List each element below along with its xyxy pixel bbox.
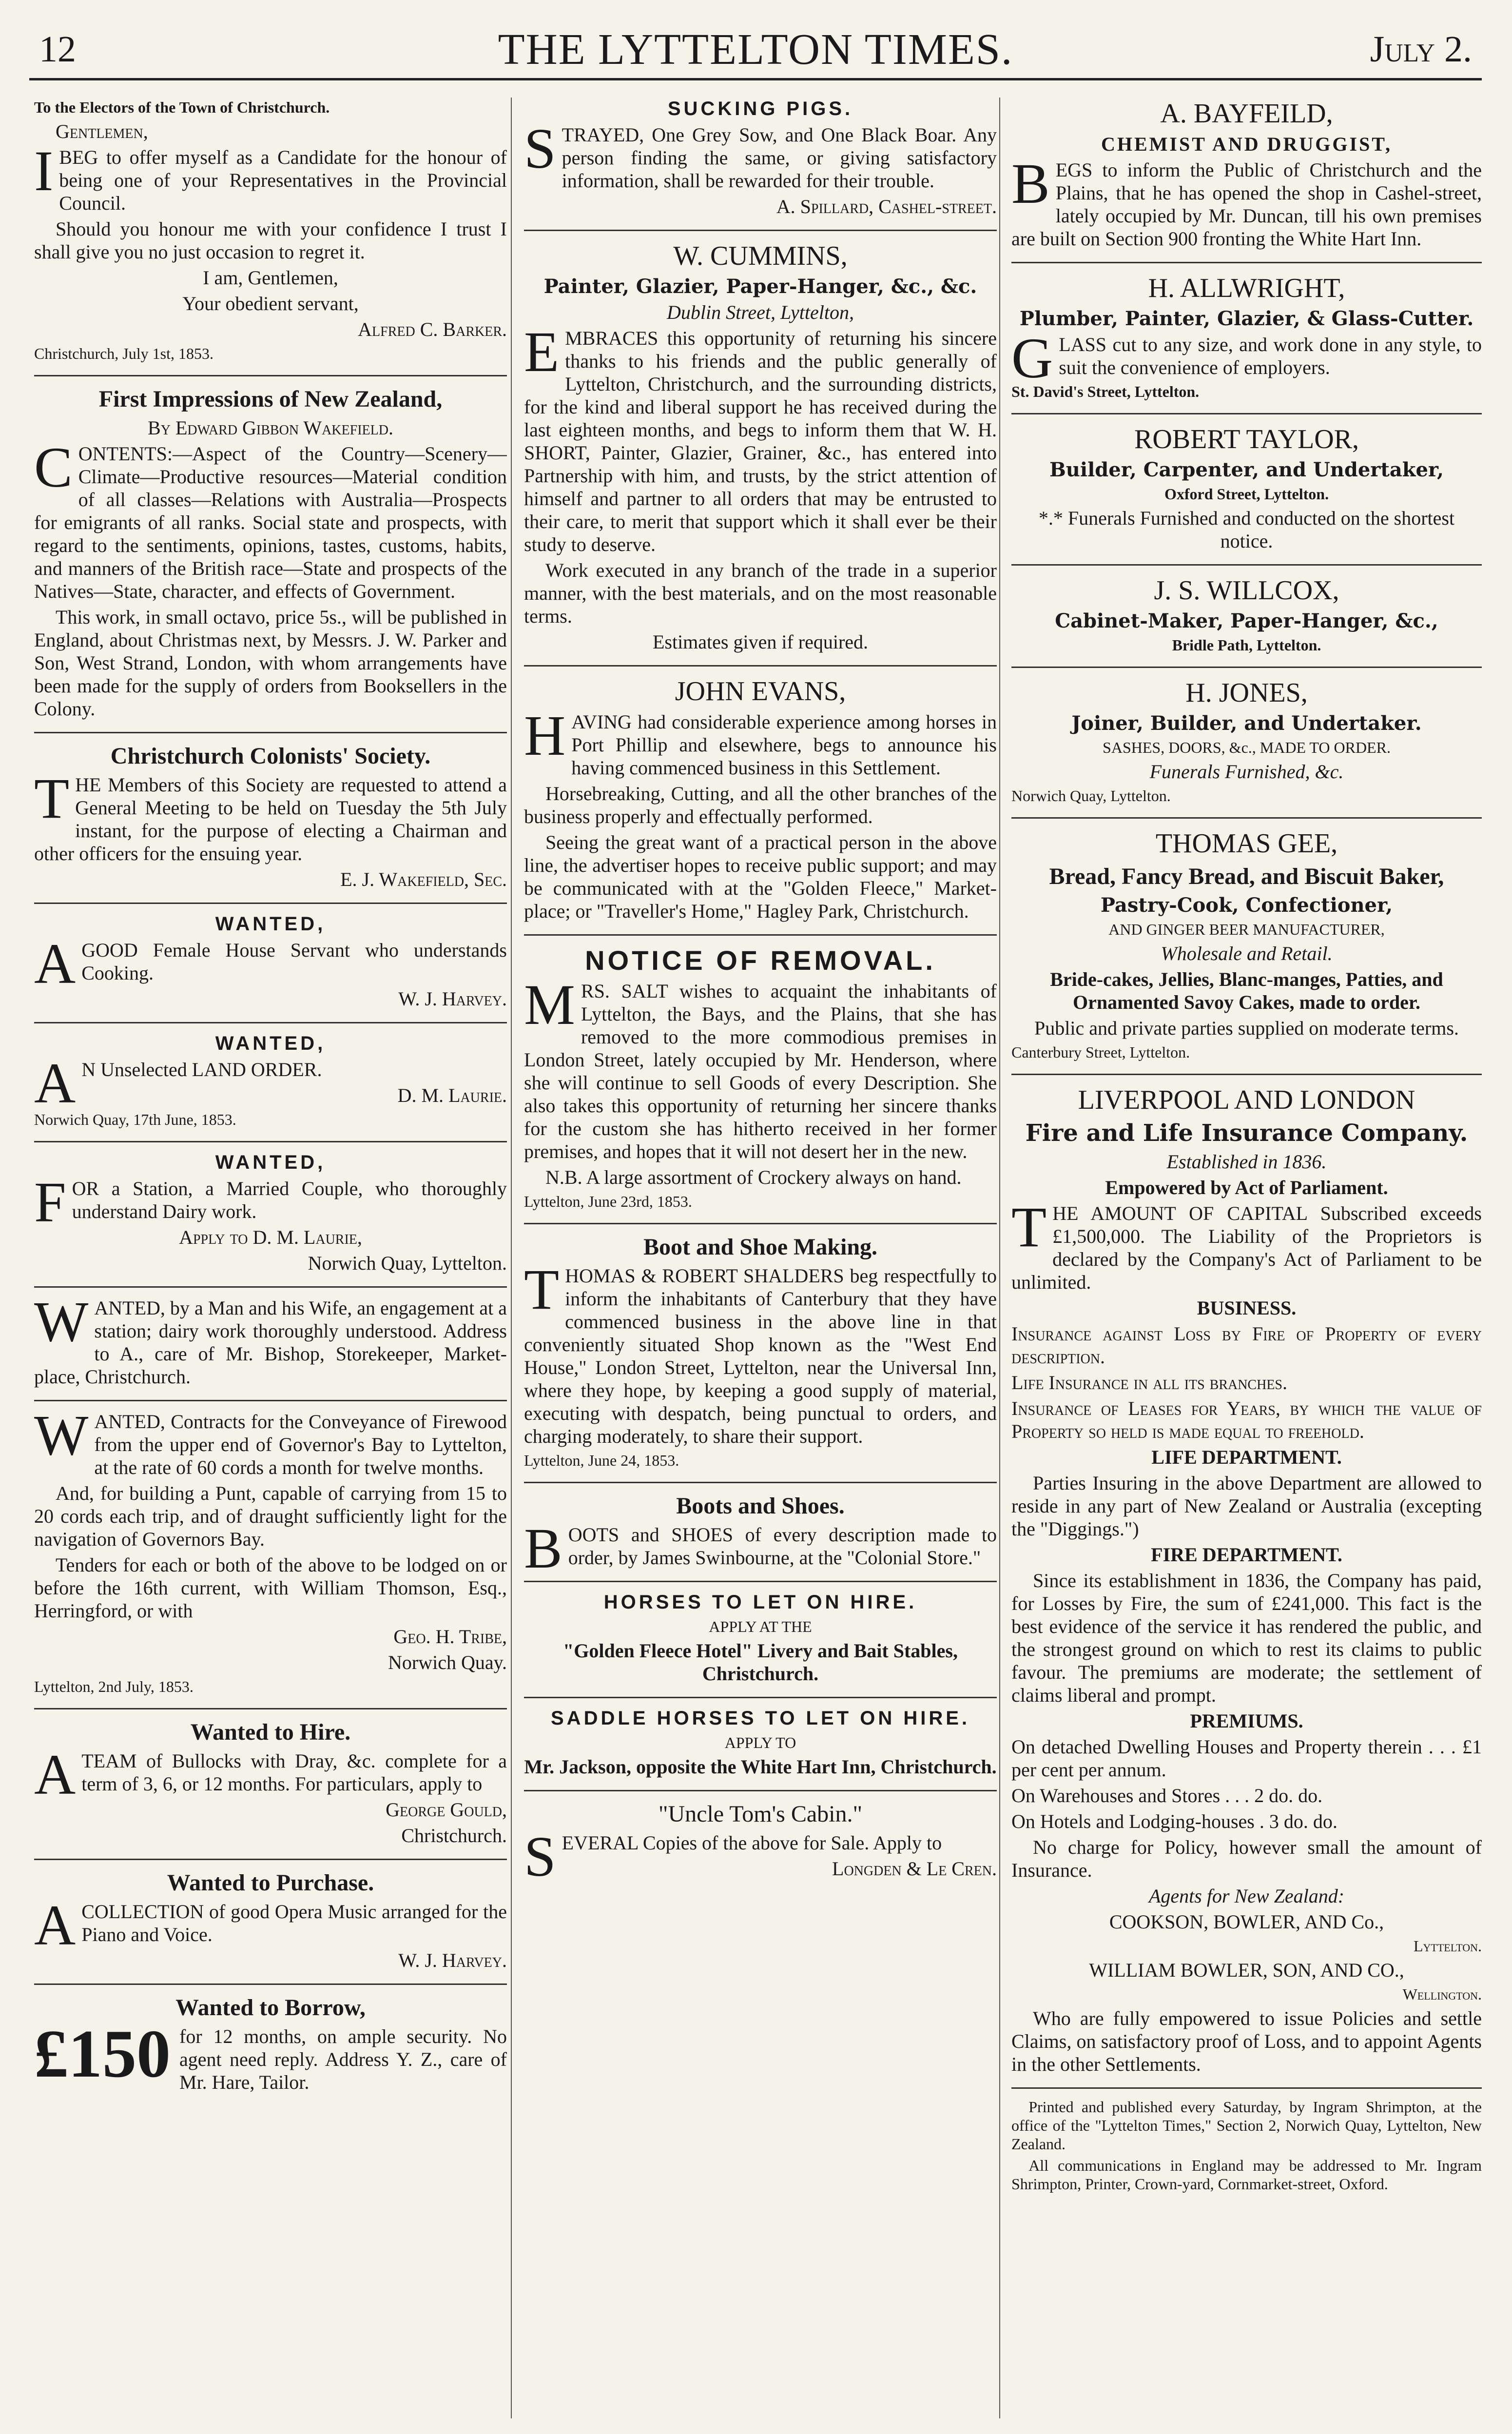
ad-wanted-couple: [34, 1151, 507, 1288]
drop-cap: F: [34, 1170, 66, 1234]
drop-cap: A: [34, 1743, 76, 1806]
apply-line: Apply to D. M. Laurie,: [179, 1226, 362, 1248]
ad-body: N Unselected LAND ORDER.: [81, 1059, 322, 1080]
subtitle: CHEMIST AND DRUGGIST,: [1101, 133, 1393, 155]
ad-body: OOTS and SHOES of every description made to order, by James Swinbourne, at the "Colonial Store.": [568, 1524, 997, 1569]
section-heading: BUSINESS.: [1197, 1297, 1297, 1319]
ad-cummins: [524, 240, 997, 667]
agent-name: COOKSON, BOWLER, AND Co.,: [1109, 1911, 1384, 1933]
ad-taylor: [1011, 423, 1482, 566]
ad-body: *.* Funerals Furnished and conducted on the shortest notice.: [1038, 507, 1455, 552]
ad-body: OR a Station, a Married Couple, who thoroughly understand Dairy work.: [72, 1178, 507, 1222]
ad-body: Since its establishment in 1836, the Company has paid, for Losses by Fire, the sum of £241,000. This fact is the best evidence of the service it has rendered the public, and the strongest ground on which to rest its claims to public favour. The premiums are moderate; the settlement of claims liberal and prompt.: [1011, 1570, 1482, 1706]
ad-title: SADDLE HORSES TO LET ON HIRE.: [551, 1708, 970, 1729]
list-item: Insurance of Leases for Years, by which the value of Property so held is made equal to freehold.: [1011, 1397, 1482, 1442]
ad-title: Boot and Shoe Making.: [643, 1234, 878, 1260]
ad-wanted-hire: [34, 1718, 507, 1860]
signature: Geo. H. Tribe,: [393, 1626, 507, 1648]
ad-wanted-land-order: [34, 1032, 507, 1142]
ad-wanted-contracts: [34, 1403, 507, 1709]
drop-cap: C: [34, 435, 73, 499]
signature: Christchurch.: [401, 1825, 507, 1846]
drop-cap: B: [1011, 152, 1050, 216]
apply-line: APPLY AT THE: [709, 1618, 812, 1635]
signature: Longden & Le Cren.: [832, 1858, 997, 1880]
ad-horses-to-let: [524, 1591, 997, 1698]
ad-boots-and-shoes: [524, 1492, 997, 1582]
drop-cap: S: [524, 117, 556, 180]
dateline: Christchurch, July 1st, 1853.: [34, 345, 213, 362]
ad-title: Christchurch Colonists' Society.: [110, 743, 431, 769]
ad-body: Who are fully empowered to issue Policies and settle Claims, on satisfactory proof of Loss, and to appoint Agents in the other Settlements.: [1011, 2007, 1482, 2075]
column-1: [34, 98, 507, 2418]
address: Canterbury Street, Lyttelton.: [1011, 1043, 1190, 1061]
ad-shalders: [524, 1233, 997, 1483]
agent-town: Wellington.: [1402, 1985, 1482, 2003]
dateline: Lyttelton, June 24, 1853.: [524, 1452, 679, 1469]
ad-body: HE Members of this Society are requested to attend a General Meeting to be held on Tuesday the 5th July instant, for the purpose of electing a Chairman and other officers for the ensuing year.: [34, 774, 507, 864]
ad-body: for 12 months, on ample security. No agent need reply. Address Y. Z., care of Mr. Hare, Tailor.: [179, 2025, 507, 2093]
ad-title: A. BAYFEILD,: [1160, 98, 1333, 129]
ad-body: HE AMOUNT OF CAPITAL Subscribed exceeds £1,500,000. The Liability of the Proprietors is declared by the Company's Act of Parliament to be unlimited.: [1011, 1202, 1482, 1293]
drop-cap: A: [34, 932, 76, 996]
address: Norwich Quay, Lyttelton.: [1011, 787, 1171, 805]
signature: W. J. Harvey.: [398, 1949, 507, 1971]
ad-impressions: [34, 385, 507, 733]
closing: Your obedient servant,: [182, 293, 359, 314]
ad-title: WANTED,: [215, 1152, 326, 1173]
ad-body: Funerals Furnished, &c.: [1149, 761, 1344, 783]
address: St. David's Street, Lyttelton.: [1011, 383, 1200, 400]
ad-body: Work executed in any branch of the trade in a superior manner, with the best materials, and on the most reasonable terms.: [524, 559, 997, 627]
signature: A. Spillard, Cashel-street.: [776, 196, 997, 217]
drop-cap: W: [34, 1403, 89, 1467]
ad-body: COLLECTION of good Opera Music arranged for the Piano and Voice.: [81, 1901, 507, 1945]
column-2: [524, 98, 997, 2418]
ad-title: J. S. WILLCOX,: [1154, 575, 1339, 606]
drop-cap: W: [34, 1290, 89, 1354]
ad-body: And, for building a Punt, capable of carrying from 15 to 20 cords each trip, and of draught sufficiently light for the navigation of Governors Bay.: [34, 1482, 507, 1550]
ad-body: No charge for Policy, however small the amount of Insurance.: [1011, 1836, 1482, 1881]
ad-body: Public and private parties supplied on moderate terms.: [1034, 1017, 1459, 1039]
ad-title: ROBERT TAYLOR,: [1134, 424, 1359, 454]
ad-title: Wanted to Purchase.: [167, 1870, 374, 1896]
apply-line: APPLY TO: [724, 1734, 796, 1751]
drop-cap: G: [1011, 326, 1053, 390]
address: Oxford Street, Lyttelton.: [1164, 485, 1329, 503]
signature: Norwich Quay.: [388, 1651, 507, 1673]
ad-body: RS. SALT wishes to acquaint the inhabitants of Lyttelton, the Bays, and the Plains, that she has removed to the more commodious premises in London Street, lately occupied by Mr. Henderson, where she will continue to sell Goods of every Description. She also takes this opportunity of returning her sincere thanks for the custom she has hitherto received in her former premises, and hopes that it will not desert her in the new.: [524, 980, 997, 1162]
imprint-text: All communications in England may be addressed to Mr. Ingram Shrimpton, Printer, Crown-yard, Cornmarket-street, Oxford.: [1011, 2157, 1482, 2193]
ad-body: TRAYED, One Grey Sow, and One Black Boar. Any person finding the same, or giving satisfactory information, shall be rewarded for their trouble.: [562, 124, 997, 192]
ad-body: Estimates given if required.: [652, 631, 869, 653]
signature: W. J. Harvey.: [398, 988, 507, 1010]
drop-cap: T: [34, 766, 70, 830]
address: Dublin Street, Lyttelton,: [667, 301, 854, 323]
drop-cap: I: [34, 139, 54, 203]
ad-body: N.B. A large assortment of Crockery always on hand.: [545, 1166, 962, 1188]
signature: E. J. Wakefield, Sec.: [340, 868, 507, 890]
ad-wanted-borrow: [34, 1994, 507, 2105]
ad-body: AVING had considerable experience among horses in Port Phillip and elsewhere, begs to announce his having commenced business in this Settlement.: [571, 711, 997, 779]
drop-cap: E: [524, 320, 560, 384]
ad-body: Should you honour me with your confidence I trust I shall give you no just occasion to regret it.: [34, 218, 507, 263]
list-item: Life Insurance in all its branches.: [1011, 1372, 1288, 1394]
ad-title: Wanted to Borrow,: [175, 1995, 366, 2021]
column-3: [1011, 98, 1482, 2418]
ad-body: ONTENTS:—Aspect of the Country—Scenery—Climate—Productive resources—Material condition of all classes—Relations with Australia—Prospects for emigrants of all ranks. Social state and prospects, with regard to the sentiments, opinions, tastes, customs, habits, and manners of the British race—State and prospects of the Natives—State, character, and effects of Government.: [34, 443, 507, 602]
ad-title: NOTICE OF REMOVAL.: [585, 945, 936, 976]
signature: Alfred C. Barker.: [358, 318, 507, 340]
ad-jones: [1011, 677, 1482, 819]
ad-body: Seeing the great want of a practical person in the above line, the advertiser hopes to receive public support; and may be communicated with at the "Golden Fleece," Market-place; or "Traveller's Home," Hagley Park, Christchurch.: [524, 831, 997, 922]
agent-town: Lyttelton.: [1414, 1937, 1482, 1955]
dateline: Lyttelton, 2nd July, 1853.: [34, 1678, 194, 1695]
premium-row: On Hotels and Lodging-houses . 3 do. do.: [1011, 1810, 1338, 1832]
drop-cap: M: [524, 973, 575, 1037]
ad-body: GOOD Female House Servant who understands Cooking.: [81, 939, 507, 984]
section-heading: PREMIUMS.: [1190, 1710, 1303, 1732]
ad-john-evans: [524, 675, 997, 936]
ad-title: Wanted to Hire.: [190, 1719, 351, 1745]
ad-title: First Impressions of New Zealand,: [98, 386, 443, 412]
ad-title: LIVERPOOL AND LONDON: [1078, 1085, 1415, 1115]
drop-cap: T: [1011, 1195, 1047, 1259]
trades: Pastry-Cook, Confectioner,: [1100, 894, 1393, 917]
ad-body: Mr. Jackson, opposite the White Hart Inn, Christchurch.: [524, 1756, 997, 1778]
amount: £150: [34, 2016, 171, 2092]
ad-body: Bride-cakes, Jellies, Blanc-manges, Patties, and Ornamented Savoy Cakes, made to order.: [1050, 968, 1443, 1013]
dateline: Lyttelton, June 23rd, 1853.: [524, 1193, 692, 1210]
masthead: [29, 20, 1482, 80]
dateline: Norwich Quay, 17th June, 1853.: [34, 1111, 236, 1128]
ad-body: Wholesale and Retail.: [1161, 942, 1333, 964]
subtitle: Bread, Fancy Bread, and Biscuit Baker,: [1049, 864, 1444, 889]
imprint-text: Printed and published every Saturday, by Ingram Shrimpton, at the office of the "Lyttelton Times," Section 2, Norwich Quay, Lyttelton, New Zealand.: [1011, 2098, 1482, 2153]
ad-body: ANTED, Contracts for the Conveyance of Firewood from the upper end of Governor's Bay to Lyttelton, at the rate of 60 cords a month for twelve months.: [94, 1411, 507, 1478]
closing: I am, Gentlemen,: [203, 267, 338, 289]
agents-heading: Agents for New Zealand:: [1148, 1885, 1345, 1907]
drop-cap: T: [524, 1257, 560, 1321]
ad-colonists-society: [34, 742, 507, 904]
ad-title: Boots and Shoes.: [676, 1493, 845, 1519]
ad-uncle-toms-cabin: [524, 1800, 997, 1892]
ad-title: To the Electors of the Town of Christchurch.: [34, 98, 330, 116]
ad-thomas-gee: [1011, 827, 1482, 1075]
ad-body: HOMAS & ROBERT SHALDERS beg respectfully to inform the inhabitants of Canterbury that they have commenced business in the above line in that conveniently situated Shop known as the "West End House," London Street, Lyttelton, near the Universal Inn, where they hope, by keeping a good supply of material, executing with despatch, being punctual to orders, and charging moderately, to share their support.: [524, 1265, 997, 1447]
ad-title: WANTED,: [215, 913, 326, 935]
established: Established in 1836.: [1166, 1151, 1327, 1173]
ad-allwright: [1011, 272, 1482, 414]
trades: Cabinet-Maker, Paper-Hanger, &c.,: [1055, 609, 1438, 632]
ad-title: THOMAS GEE,: [1155, 828, 1338, 859]
ad-title: SUCKING PIGS.: [667, 98, 853, 119]
salutation: Gentlemen,: [56, 120, 148, 142]
byline: By Edward Gibbon Wakefield.: [148, 417, 393, 439]
address: Norwich Quay, Lyttelton.: [308, 1252, 507, 1274]
issue-date: July 2.: [1370, 29, 1472, 70]
ad-body: LASS cut to any size, and work done in any style, to suit the convenience of employers.: [1059, 334, 1482, 378]
ad-wanted-servant: [34, 913, 507, 1023]
trades: Joiner, Builder, and Undertaker.: [1071, 712, 1422, 735]
drop-cap: A: [34, 1051, 76, 1115]
ad-body: BEG to offer myself as a Candidate for the honour of being one of your Representatives in the Provincial Council.: [59, 146, 507, 214]
column-rule: [999, 98, 1000, 2418]
ad-willcox: [1011, 574, 1482, 668]
ad-body: SASHES, DOORS, &c., MADE TO ORDER.: [1103, 739, 1391, 756]
drop-cap: H: [524, 704, 566, 767]
ad-bayfeild: [1011, 98, 1482, 263]
ad-wanted-engagement: [34, 1290, 507, 1401]
ad-sucking-pigs: [524, 98, 997, 231]
ad-body: MBRACES this opportunity of returning his sincere thanks to his friends and the public generally of Lyttelton, Christchurch, and the surrounding districts, for the kind and liberal support he has received during the last eighteen months, and begs to inform them that W. H. SHORT, Painter, Glazier, Grainer, &c., has entered into Partnership with him, and trusts, by the strict attention of himself and partner to all orders that may be entrusted to their care, to merit that support which it shall ever be their study to deserve.: [524, 327, 997, 555]
ad-body: "Golden Fleece Hotel" Livery and Bait Stables, Christchurch.: [563, 1640, 958, 1685]
trades: Painter, Glazier, Paper-Hanger, &c., &c.: [543, 275, 977, 298]
drop-cap: S: [524, 1825, 556, 1888]
agent-name: WILLIAM BOWLER, SON, AND CO.,: [1089, 1959, 1404, 1981]
ad-body: This work, in small octavo, price 5s., will be published in England, about Christmas next, by Messrs. J. W. Parker and Son, West Strand, London, with whom arrangements have been made for the supply of orders from Booksellers in the Colony.: [34, 606, 507, 720]
ad-body: ANTED, by a Man and his Wife, an engagement at a station; dairy work thoroughly understood. Address to A., care of Mr. Bishop, Storekeeper, Market-place, Christchurch.: [34, 1297, 507, 1388]
ad-title: HORSES TO LET ON HIRE.: [603, 1591, 917, 1613]
ad-body: EGS to inform the Public of Christchurch and the Plains, that he has opened the shop in Cashel-street, lately occupied by Mr. Duncan, till his own premises are built on Section 900 fronting the White Hart Inn.: [1011, 159, 1482, 250]
premium-row: On detached Dwelling Houses and Property therein . . . £1 per cent per annum.: [1011, 1736, 1482, 1781]
ad-body: AND GINGER BEER MANUFACTURER,: [1108, 921, 1385, 938]
drop-cap: B: [524, 1516, 562, 1580]
ad-insurance: [1011, 1084, 1482, 2089]
list-item: Insurance against Loss by Fire of Property of every description.: [1011, 1323, 1482, 1368]
column-rule: [511, 98, 512, 2418]
signature: George Gould,: [386, 1799, 507, 1821]
drop-cap: A: [34, 1893, 76, 1957]
section-heading: FIRE DEPARTMENT.: [1151, 1544, 1342, 1566]
subtitle: Fire and Life Insurance Company.: [1025, 1119, 1468, 1147]
ad-title: JOHN EVANS,: [675, 676, 846, 707]
ad-title: WANTED,: [215, 1033, 326, 1054]
ad-saddle-horses: [524, 1707, 997, 1791]
address: Bridle Path, Lyttelton.: [1172, 636, 1321, 654]
ad-body: Tenders for each or both of the above to be lodged on or before the 16th current, with William Thomson, Esq., Herringford, or with: [34, 1554, 507, 1622]
trades: Plumber, Painter, Glazier, & Glass-Cutter.: [1019, 307, 1474, 330]
trades: Builder, Carpenter, and Undertaker,: [1049, 458, 1444, 481]
ad-title: "Uncle Tom's Cabin.": [658, 1801, 863, 1827]
ad-body: TEAM of Bullocks with Dray, &c. complete for a term of 3, 6, or 12 months. For particulars, apply to: [81, 1750, 507, 1795]
ad-body: EVERAL Copies of the above for Sale. Apply to: [562, 1832, 942, 1854]
imprint: [1011, 2098, 1482, 2205]
ad-title: H. ALLWRIGHT,: [1148, 273, 1345, 303]
ad-body: Parties Insuring in the above Department are allowed to reside in any part of New Zealand or Australia (excepting the "Diggings."): [1011, 1472, 1482, 1540]
ad-wanted-purchase: [34, 1869, 507, 1985]
ad-electors: [34, 98, 507, 376]
ad-notice-of-removal: [524, 944, 997, 1224]
signature: D. M. Laurie.: [397, 1084, 507, 1106]
page-number: 12: [39, 29, 76, 70]
ad-title: W. CUMMINS,: [673, 241, 848, 271]
section-heading: LIFE DEPARTMENT.: [1151, 1446, 1342, 1468]
premium-row: On Warehouses and Stores . . . 2 do. do.: [1011, 1785, 1323, 1806]
ad-title: H. JONES,: [1185, 678, 1308, 708]
ad-body: Horsebreaking, Cutting, and all the other branches of the business properly and effectually performed.: [524, 783, 997, 827]
newspaper-title: THE LYTTELTON TIMES.: [498, 25, 1013, 74]
act-line: Empowered by Act of Parliament.: [1105, 1177, 1388, 1198]
